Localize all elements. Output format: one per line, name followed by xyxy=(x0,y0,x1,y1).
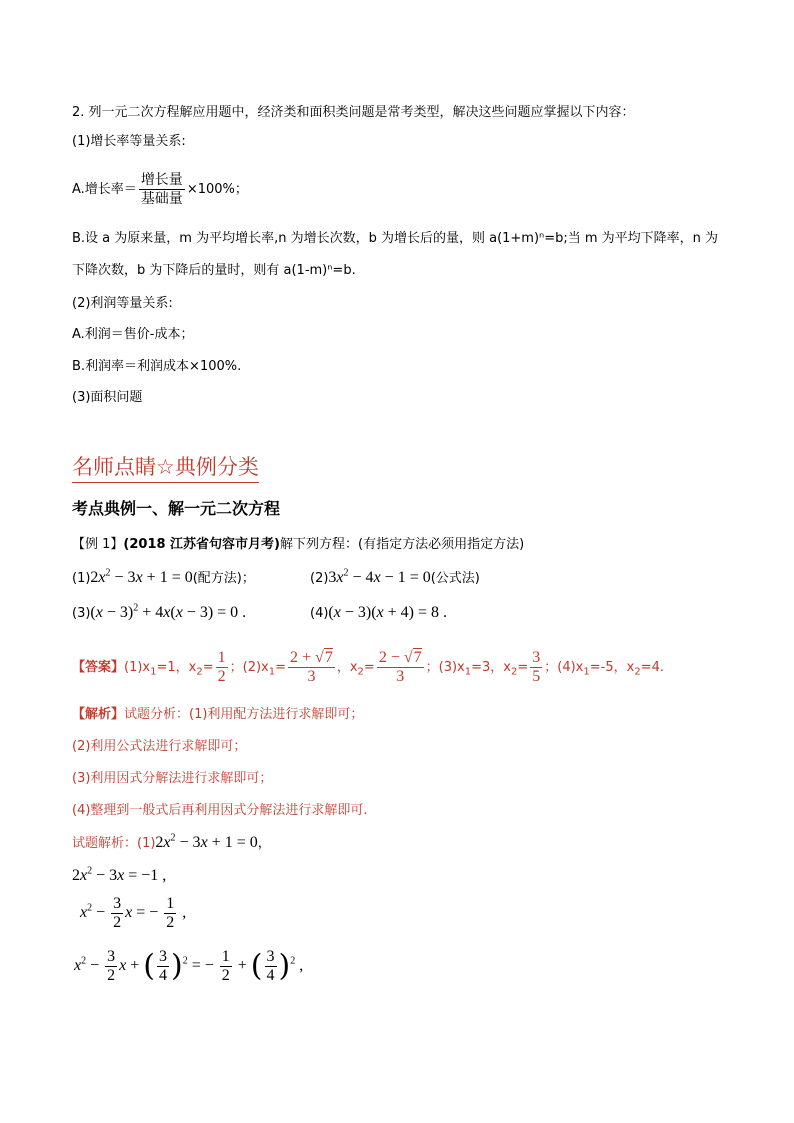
problem-3-equation: $(x - 3)^2 + 4x(x - 3) = 0$ . xyxy=(90,602,247,621)
answer-eq-4a: =-5，x xyxy=(589,660,635,675)
problem-2-equation: $3x^2 - 4x - 1 = 0$ xyxy=(328,567,431,586)
solution-eq-3: $x^2$ − $\frac{3}{2}$ x = − $\frac{1}{2}$ , xyxy=(80,894,187,931)
problem-2-method: (公式法) xyxy=(430,571,480,586)
problem-3 xyxy=(72,603,246,624)
problem-1 xyxy=(72,568,255,589)
growth-title: (1)增长率等量关系: xyxy=(72,134,186,149)
problem-4 xyxy=(310,603,447,624)
solution-line-4 xyxy=(74,942,303,991)
answer-frac-4: $\frac{3}{5}$ xyxy=(532,649,541,685)
answer-eq-1: =1，x xyxy=(156,660,197,675)
answer-frac-1: $\frac{1}{2}$ xyxy=(217,649,226,685)
answer-sep-2: ，x xyxy=(336,660,358,675)
problem-2-label: (2) xyxy=(310,571,329,586)
section-subtitle: 考点典例一、解一元二次方程 xyxy=(72,499,281,518)
growth-fraction xyxy=(139,171,185,208)
problem-4-equation: (x − 3)(x + 4) = 8 . xyxy=(328,604,448,621)
problem-2 xyxy=(310,568,480,589)
solution-line-1: 试题解析：$(1)2x^2 - 3x + 1 = 0$， xyxy=(72,832,271,851)
growth-b-line1: B.设 a 为原来量，m 为平均增长率,n 为增长次数，b 为增长后的量，则 a(1+m)ⁿ=b;当 m 为平均下降率，n 为 xyxy=(72,231,719,246)
problem-1-label: (1) xyxy=(72,571,91,586)
profit-title: (2)利润等量关系: xyxy=(72,296,173,311)
answer-eq-4b: =4. xyxy=(640,660,664,675)
solution-eq-4: $x^2$ − $\frac{3}{2}$ x + ( $\frac{3}{4}$ )$^2$ = − $\frac{1}{2}$ + ( $\frac{3}{4}$ )$^2$ , xyxy=(74,947,304,984)
problem-1-method: (配方法)； xyxy=(192,571,255,586)
growth-a-suffix: ×100%； xyxy=(186,182,248,197)
solution-line-3 xyxy=(80,893,186,934)
profit-a: A.利润＝售价-成本； xyxy=(72,327,194,342)
problem-4-label: (4) xyxy=(310,606,329,621)
section-title: 名师点睛☆典例分类 xyxy=(72,453,259,483)
answer-frac-2: $\frac{2 + √7}{3}$ xyxy=(290,649,333,685)
growth-b-line2: 下降次数，b 为下降后的量时，则有 a(1-m)ⁿ=b. xyxy=(72,263,356,278)
profit-b: B.利润率＝利润成本×100%. xyxy=(72,359,242,374)
example-label: 【例 1】 xyxy=(72,537,124,552)
answer-text-1: (1)x xyxy=(124,660,151,675)
problem-3-label: (3) xyxy=(72,606,91,621)
answer-frac-3: $\frac{2 - √7}{3}$ xyxy=(378,649,422,685)
analysis-line-4: (4)整理到一般式后再利用因式分解法进行求解即可. xyxy=(72,803,368,818)
answer-sep-3: ；(3)x xyxy=(425,660,465,675)
area-title: (3)面积问题 xyxy=(72,390,143,405)
growth-denominator: 基础量 xyxy=(140,191,183,207)
intro-item-2: 2. 列一元二次方程解应用题中，经济类和面积类问题是常考类型，解决这些问题应掌握以下内容： xyxy=(72,105,635,120)
solution-prefix: 试题解析：(1) xyxy=(72,836,156,851)
answer-eq-3: =3，x xyxy=(471,660,511,675)
solution-line-2 xyxy=(72,866,166,887)
analysis-line-1 xyxy=(72,705,363,725)
example-prompt: 解下列方程：(有指定方法必须用指定方法) xyxy=(280,537,525,552)
solution-eq-2: $2x^2 - 3x = -1$ , xyxy=(72,865,167,884)
growth-numerator: 增长量 xyxy=(140,172,183,188)
growth-a-prefix: A.增长率＝ xyxy=(72,182,137,197)
answer-sep-4: ；(4)x xyxy=(544,660,584,675)
growth-rate-formula xyxy=(72,170,248,210)
analysis-line-2: (2)利用公式法进行求解即可； xyxy=(72,739,247,754)
analysis-text-1: 试题分析：(1)利用配方法进行求解即可； xyxy=(124,707,364,722)
answer-sep-1: ；(2)x xyxy=(229,660,269,675)
analysis-line-3: (3)利用因式分解法进行求解即可； xyxy=(72,771,273,786)
example-header xyxy=(72,535,524,555)
answer-tag: 【答案】 xyxy=(72,660,125,675)
answer-line: 【答案】$(1)x_1=1$，$x_2=$ $\frac{1}{2}$ ；$(2)x_1=$ $\frac{2 + √7}{3}$ ，$x_2=$ $\frac{2 - √7}{3}$ ；$(3)x_1=3$，$x_2=$ $\frac{3}{5}$ ；$(4)x_1=-5$，$x_2=4$. xyxy=(72,649,664,685)
example-source: (2018 江苏省句容市月考) xyxy=(123,537,280,552)
problem-1-equation: $2x^2 - 3x + 1 = 0$ xyxy=(90,567,193,586)
solution-eq-1: $2x^2 - 3x + 1 = 0$ xyxy=(155,832,258,851)
analysis-tag: 【解析】 xyxy=(72,707,125,722)
